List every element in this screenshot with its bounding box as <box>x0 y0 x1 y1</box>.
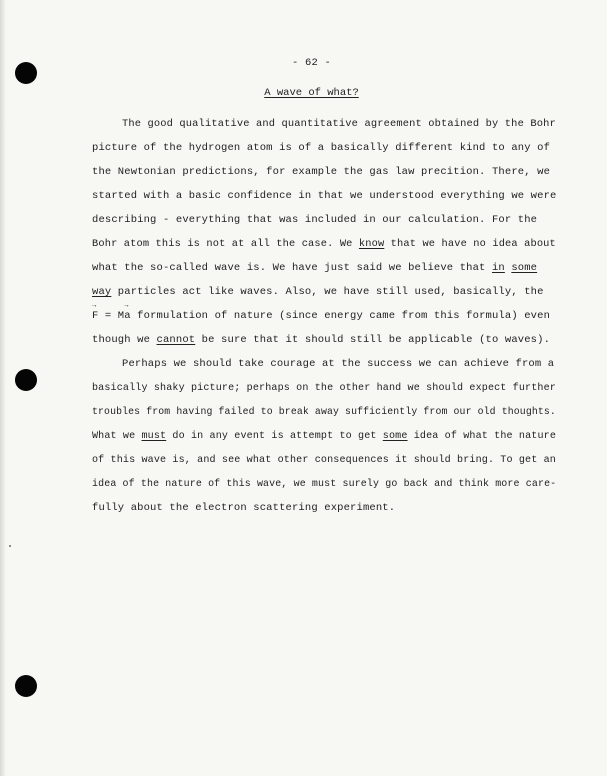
paragraph-1-line-1: The good qualitative and quantitative agreement obtained by the Bohr <box>122 118 556 130</box>
text-run: that we have no idea about <box>384 238 556 250</box>
paragraph-1-line-6 <box>92 238 556 250</box>
paragraph-1-line-8 <box>92 286 544 298</box>
emphasis-in: in <box>491 262 505 274</box>
text-run: Bohr atom this is not at all the case. We <box>92 238 359 250</box>
acceleration-vector: → a <box>124 310 130 322</box>
page-number: - 62 - <box>291 57 331 69</box>
text-run: what the so-called wave is. We have just said we believe that <box>92 262 492 274</box>
text-run: do in any event is attempt to get <box>166 430 383 442</box>
paragraph-1-line-2: picture of the hydrogen atom is of a basically different kind to any of <box>92 142 551 154</box>
emphasis-way: way <box>92 286 112 298</box>
text-run: What we <box>92 430 142 442</box>
paragraph-1-line-4: started with a basic confidence in that we understood everything we were <box>92 190 557 202</box>
text-run: = M <box>98 310 125 322</box>
emphasis-some: some <box>511 262 538 274</box>
section-title-wrapper <box>0 87 607 99</box>
paragraph-1-line-3: the Newtonian predictions, for example the gas law precition. There, we <box>92 166 551 178</box>
paragraph-2-line-7: fully about the electron scattering experiment. <box>92 502 396 514</box>
text-run: particles act like waves. Also, we have still used, basically, the <box>111 286 544 298</box>
text-run: formulation of nature (since energy came from this formula) even <box>130 310 551 322</box>
paragraph-2-line-1: Perhaps we should take courage at the success we can achieve from a <box>122 358 555 370</box>
paragraph-2-line-2: basically shaky picture; perhaps on the other hand we should expect further <box>92 382 556 394</box>
section-title: A wave of what? <box>264 87 359 99</box>
paper-speck <box>9 545 11 547</box>
page-edge <box>0 0 6 776</box>
punch-hole-bottom <box>15 675 37 697</box>
paragraph-2-line-6: idea of the nature of this wave, we must surely go back and think more care- <box>92 478 557 490</box>
force-vector: → F <box>92 310 98 322</box>
emphasis-know: know <box>358 238 385 250</box>
paragraph-1-line-7 <box>92 262 537 274</box>
emphasis-cannot: cannot <box>156 334 196 346</box>
text-run: be sure that it should still be applicable (to waves). <box>195 334 551 346</box>
paragraph-1-line-5: describing - everything that was included in our calculation. For the <box>92 214 538 226</box>
paragraph-1-line-9 <box>92 310 550 322</box>
emphasis-must: must <box>141 430 167 442</box>
text-run: though we <box>92 334 157 346</box>
paragraph-2-line-5: of this wave is, and see what other consequences it should bring. To get an <box>92 454 556 466</box>
punch-hole-middle <box>15 369 37 391</box>
text-run: idea of what the nature <box>407 430 557 442</box>
emphasis-some-idea: some <box>382 430 408 442</box>
paragraph-1-line-10 <box>92 334 550 346</box>
paragraph-2-line-4 <box>92 430 556 442</box>
paragraph-2-line-3: troubles from having failed to break away sufficiently from our old thoughts. <box>92 406 556 418</box>
